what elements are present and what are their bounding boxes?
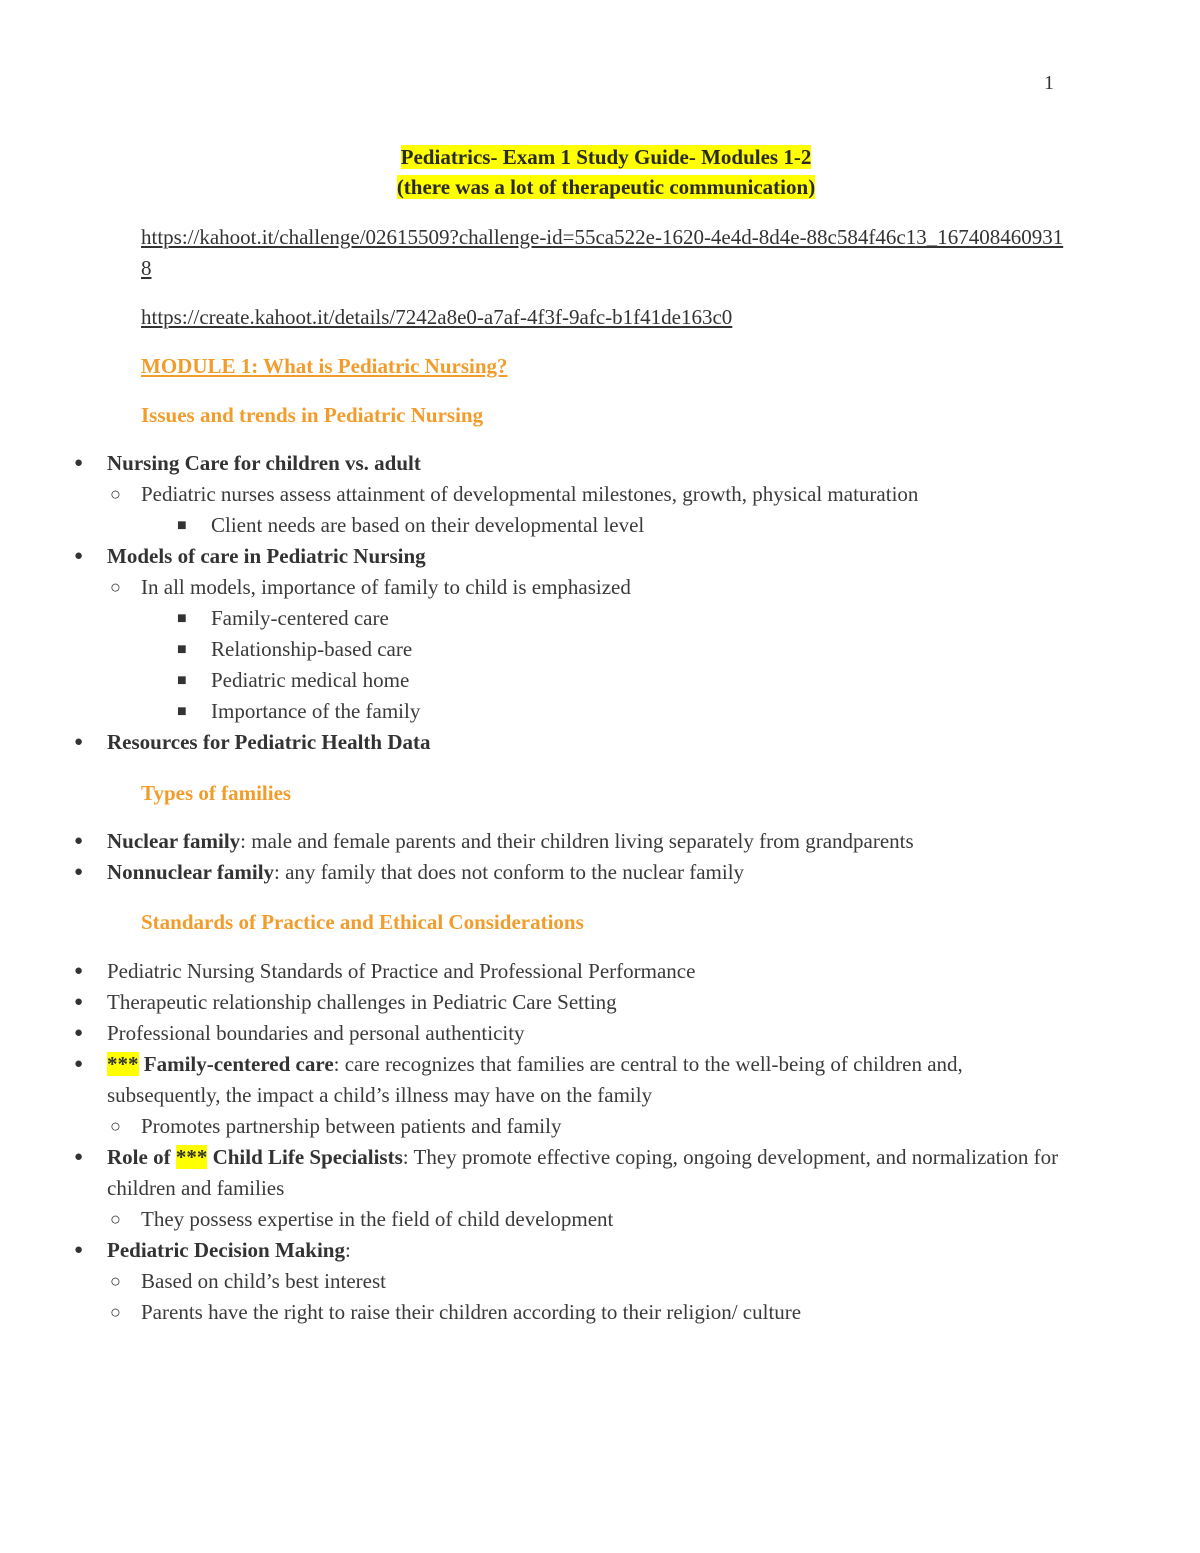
list-item-text: Based on child’s best interest xyxy=(141,1269,386,1293)
list-item-text: Relationship-based care xyxy=(211,637,413,661)
list-item-text: Promotes partnership between patients and family xyxy=(141,1114,562,1138)
list-item xyxy=(0,510,1071,541)
decision-making-term: Pediatric Decision Making xyxy=(107,1238,345,1262)
child-life-specialists-definition: : They promote effective coping, ongoing development, and normalization for children and families xyxy=(107,1145,1059,1200)
square-bullet-icon: ■ xyxy=(177,517,187,534)
bullet-icon: ● xyxy=(74,1056,84,1072)
list-item xyxy=(0,1142,1071,1204)
list-item xyxy=(0,665,1071,696)
bullet-icon: ● xyxy=(74,548,84,564)
list-item-text: Client needs are based on their developmental level xyxy=(211,513,645,537)
list-item xyxy=(0,857,1071,888)
list-item xyxy=(0,1297,1071,1328)
circle-bullet-icon: ○ xyxy=(110,1302,121,1322)
list-item-text: They possess expertise in the field of child development xyxy=(141,1207,614,1231)
list-item-text: Parents have the right to raise their children according to their religion/ culture xyxy=(141,1300,802,1324)
list-item xyxy=(0,448,1071,479)
list-item xyxy=(0,634,1071,665)
list-item-text: Pediatric medical home xyxy=(211,668,410,692)
square-bullet-icon: ■ xyxy=(177,610,187,627)
list-item xyxy=(0,572,1071,603)
nonnuclear-family-definition: : any family that does not conform to the nuclear family xyxy=(274,860,745,884)
issues-list xyxy=(0,448,1071,758)
resources-label: Resources for Pediatric Health Data xyxy=(107,730,431,754)
bullet-icon: ● xyxy=(74,833,84,849)
list-item xyxy=(0,696,1071,727)
circle-bullet-icon: ○ xyxy=(110,1116,121,1136)
kahoot-challenge-link[interactable]: https://kahoot.it/challenge/02615509?challenge-id=55ca522e-1620-4e4d-8d4e-88c584f46c13_1674084609318 xyxy=(141,225,1064,280)
bullet-icon: ● xyxy=(74,963,84,979)
list-item xyxy=(0,603,1071,634)
child-life-prefix: Role of xyxy=(107,1145,176,1169)
standards-list xyxy=(0,956,1071,1328)
list-item xyxy=(0,987,1071,1018)
list-item-text: Family-centered care xyxy=(211,606,389,630)
family-centered-care-term: Family-centered care xyxy=(138,1052,334,1076)
square-bullet-icon: ■ xyxy=(177,641,187,658)
nuclear-family-term: Nuclear family xyxy=(107,829,241,853)
circle-bullet-icon: ○ xyxy=(110,1271,121,1291)
highlight-stars: *** xyxy=(107,1052,139,1076)
list-item-text: Pediatric nurses assess attainment of developmental milestones, growth, physical maturation xyxy=(141,482,919,506)
decision-making-colon: : xyxy=(344,1238,351,1262)
list-item-text: Therapeutic relationship challenges in Pediatric Care Setting xyxy=(107,990,617,1014)
list-item xyxy=(0,1235,1071,1266)
models-label: Models of care in Pediatric Nursing xyxy=(107,544,426,568)
child-life-specialists-term: Child Life Specialists xyxy=(207,1145,403,1169)
list-item-text: Professional boundaries and personal authenticity xyxy=(107,1021,525,1045)
nuclear-family-definition: : male and female parents and their children living separately from grandparents xyxy=(240,829,914,853)
bullet-icon: ● xyxy=(74,994,84,1010)
bullet-icon: ● xyxy=(74,734,84,750)
list-item xyxy=(0,826,1071,857)
nursing-care-label: Nursing Care for children vs. adult xyxy=(107,451,421,475)
list-item xyxy=(0,1049,1071,1111)
kahoot-details-link[interactable]: https://create.kahoot.it/details/7242a8e0-a7af-4f3f-9afc-b1f41de163c0 xyxy=(141,305,733,329)
square-bullet-icon: ■ xyxy=(177,672,187,689)
square-bullet-icon: ■ xyxy=(177,703,187,720)
list-item xyxy=(0,1111,1071,1142)
nonnuclear-family-term: Nonnuclear family xyxy=(107,860,275,884)
module-1-heading: MODULE 1: What is Pediatric Nursing? xyxy=(141,354,508,378)
list-item xyxy=(0,541,1071,572)
bullet-icon: ● xyxy=(74,1025,84,1041)
list-item xyxy=(0,1266,1071,1297)
highlight-stars: *** xyxy=(175,1145,208,1169)
list-item xyxy=(0,727,1071,758)
bullet-icon: ● xyxy=(74,455,84,471)
document-title xyxy=(141,142,1071,202)
list-item xyxy=(0,1204,1071,1235)
circle-bullet-icon: ○ xyxy=(110,1209,121,1229)
bullet-icon: ● xyxy=(74,864,84,880)
list-item-text: In all models, importance of family to child is emphasized xyxy=(141,575,631,599)
list-item xyxy=(0,1018,1071,1049)
bullet-icon: ● xyxy=(74,1149,84,1165)
title-line-1: Pediatrics- Exam 1 Study Guide- Modules 1-2 xyxy=(400,145,812,169)
list-item-text: Importance of the family xyxy=(211,699,421,723)
list-item xyxy=(0,479,1071,510)
page-number: 1 xyxy=(1044,72,1054,94)
list-item xyxy=(0,956,1071,987)
families-heading: Types of families xyxy=(141,781,292,805)
standards-heading: Standards of Practice and Ethical Considerations xyxy=(141,910,584,934)
circle-bullet-icon: ○ xyxy=(110,577,121,597)
issues-heading: Issues and trends in Pediatric Nursing xyxy=(141,403,484,427)
list-item-text: Pediatric Nursing Standards of Practice and Professional Performance xyxy=(107,959,696,983)
families-list xyxy=(0,826,1071,888)
circle-bullet-icon: ○ xyxy=(110,484,121,504)
bullet-icon: ● xyxy=(74,1242,84,1258)
family-centered-care-definition: : care recognizes that families are central to the well-being of children and, subsequently, the impact a child’s illness may have on the family xyxy=(107,1052,963,1107)
document-body xyxy=(74,140,1071,1328)
title-line-2: (there was a lot of therapeutic communication) xyxy=(396,175,816,199)
